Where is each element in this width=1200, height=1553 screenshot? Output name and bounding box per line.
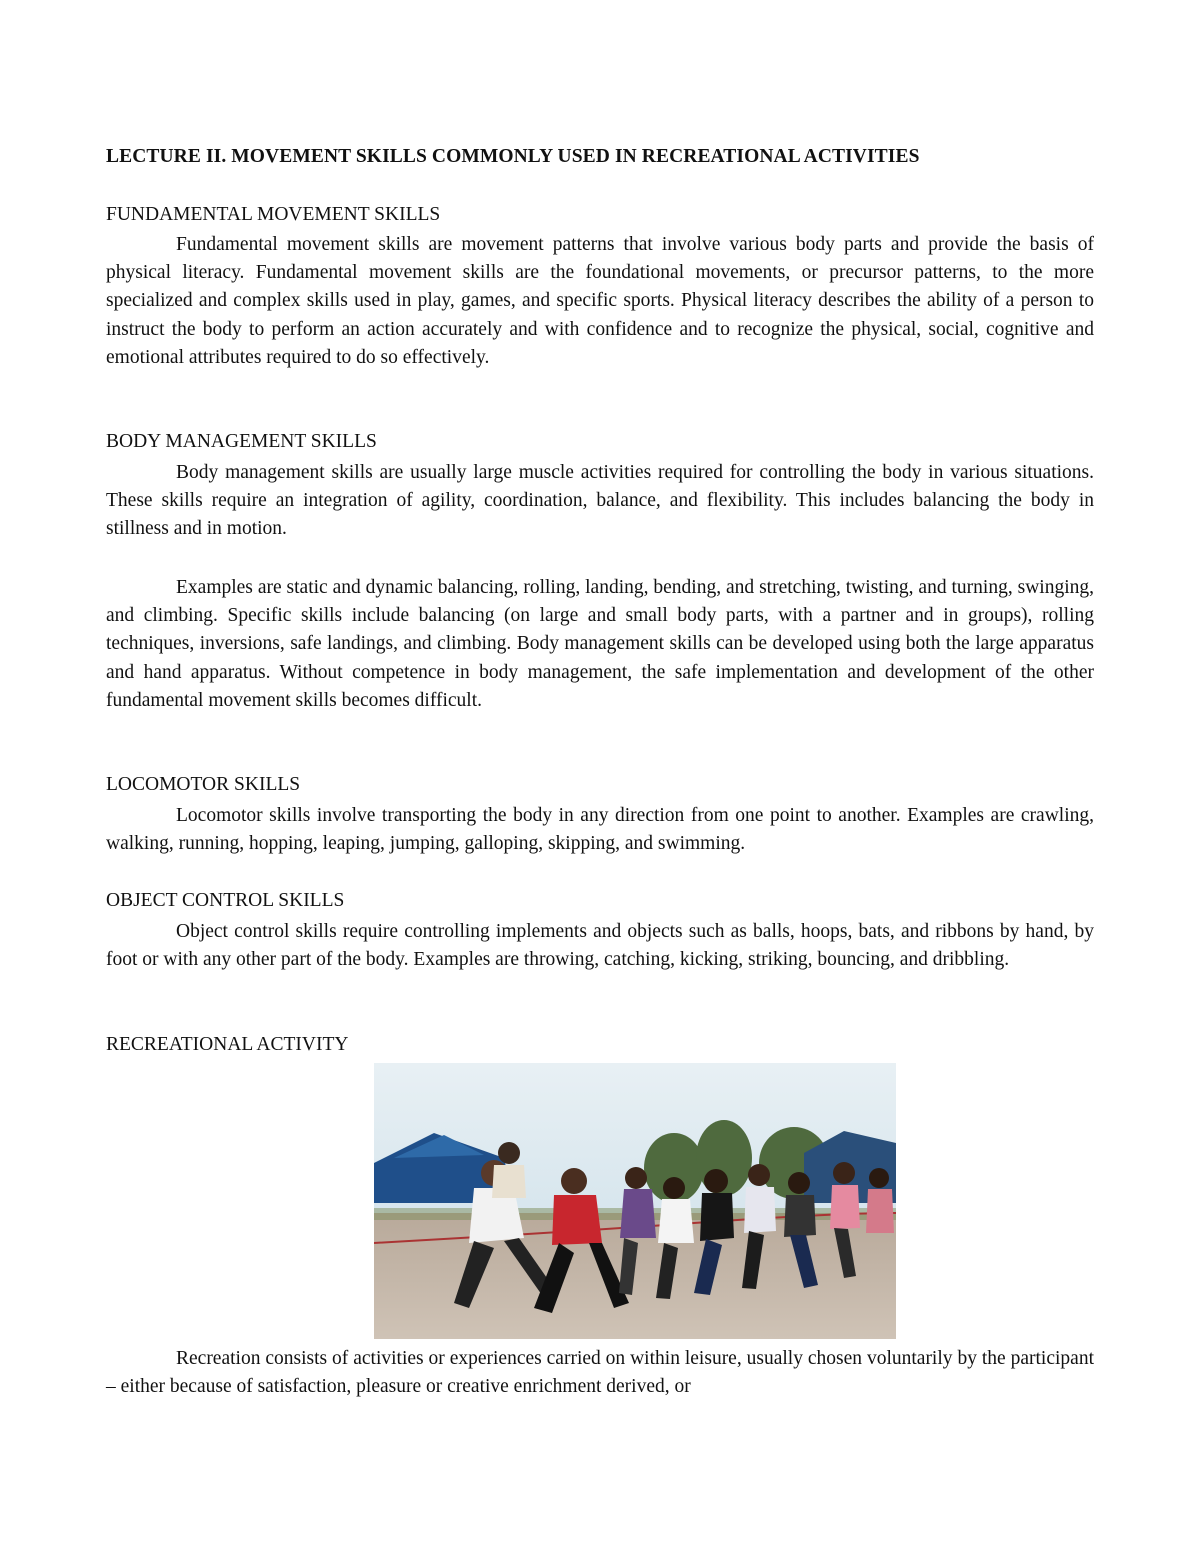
paragraph-locomotor-skills: Locomotor skills involve transporting the body in any direction from one point to another. Examples are crawling, walking, running, hopping, leaping, jumping, galloping, skipping, and swimming. [106, 805, 1094, 855]
heading-object-control-skills: OBJECT CONTROL SKILLS [106, 890, 345, 911]
tug-of-war-photo [374, 1063, 896, 1339]
paragraph-body-management-1: Body management skills are usually large muscle activities required for controlling the body in various situations. These skills require an integration of agility, coordination, balance, and flexibility. This includes balancing the body in stillness and in motion. [106, 462, 1094, 540]
paragraph-fundamental-movement-skills: Fundamental movement skills are movement patterns that involve various body parts and provide the basis of physical literacy. Fundamental movement skills are the foundational movements, or precursor patterns, to the more specialized and complex skills used in play, games, and specific sports. Physical literacy describes the ability of a person to instruct the body to perform an action accurately and with confidence and to recognize the physical, social, cognitive and emotional attributes required to do so effectively. [106, 234, 1094, 368]
lecture-title: LECTURE II. MOVEMENT SKILLS COMMONLY USED IN RECREATIONAL ACTIVITIES [106, 146, 920, 167]
paragraph-recreation: Recreation consists of activities or experiences carried on within leisure, usually chosen voluntarily by the participant – either because of satisfaction, pleasure or creative enrichment derived, or [106, 1348, 1094, 1398]
heading-body-management-skills: BODY MANAGEMENT SKILLS [106, 431, 377, 452]
paragraph-body-management-2: Examples are static and dynamic balancing, rolling, landing, bending, and stretching, twisting, and turning, swinging, and climbing. Specific skills include balancing (on large and small body parts, with a partner and in groups), rolling techniques, inversions, safe landings, and climbing. Body management skills can be developed using both the large apparatus and hand apparatus. Without competence in body management, the safe implementation and development of the other fundamental movement skills becomes difficult. [106, 577, 1094, 711]
heading-fundamental-movement-skills: FUNDAMENTAL MOVEMENT SKILLS [106, 204, 441, 225]
heading-locomotor-skills: LOCOMOTOR SKILLS [106, 774, 301, 795]
heading-recreational-activity: RECREATIONAL ACTIVITY [106, 1034, 349, 1055]
paragraph-object-control-skills: Object control skills require controlling implements and objects such as balls, hoops, bats, and ribbons by hand, by foot or with any other part of the body. Examples are throwing, catching, kicking, striking, bouncing, and dribbling. [106, 921, 1094, 971]
